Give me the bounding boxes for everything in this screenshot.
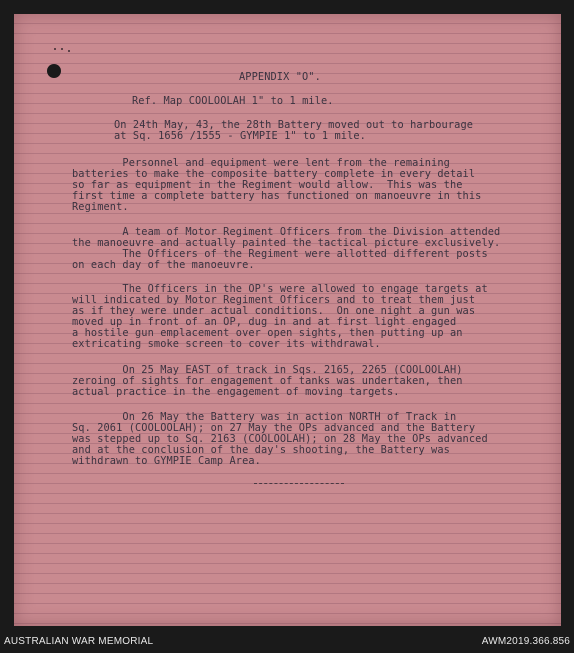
pin-mark xyxy=(54,48,56,50)
pin-mark xyxy=(61,48,63,50)
paragraph-25-may: On 25 May EAST of track in Sqs. 2165, 2265 (COOLOOLAH) zeroing of sights for engagement of tanks was undertaken, then actual practice in the engagement of moving targets. xyxy=(72,364,463,398)
end-rule xyxy=(254,483,344,484)
paragraph-op-officers: The Officers in the OP's were allowed to engage targets at will indicated by Motor Regiment Officers and to treat them just as if they were under actual conditions. On one night a gun was moved up in front of an OP, dug in and at first light engaged a hostile gun emplacement over open sights, then putting up an extricating smoke screen to cover its withdrawal. xyxy=(72,283,488,350)
paragraph-motor-officers: A team of Motor Regiment Officers from the Division attended the manoeuvre and actually painted the tactical picture exclusively. The Officers of the Regiment were allotted different posts on each day of the manoeuvre. xyxy=(72,226,501,271)
map-reference: Ref. Map COOLOOLAH 1" to 1 mile. xyxy=(132,95,334,107)
document-page xyxy=(14,14,561,626)
paragraph-move-out: On 24th May, 43, the 28th Battery moved out to harbourage at Sq. 1656 /1555 - GYMPIE 1" to 1 mile. xyxy=(114,119,474,142)
appendix-heading: APPENDIX "O". xyxy=(239,71,321,83)
footer-institution: AUSTRALIAN WAR MEMORIAL xyxy=(4,636,154,647)
paragraph-personnel: Personnel and equipment were lent from the remaining batteries to make the composite battery complete in every detail so far as equipment in the Regiment would allow. This was the first time a complete battery has functioned on manoeuvre in this Regiment. xyxy=(72,157,482,213)
paragraph-26-may: On 26 May the Battery was in action NORTH of Track in Sq. 2061 (COOLOOLAH); on 27 May the OPs advanced and the Battery was stepped up to Sq. 2163 (COOLOOLAH); on 28 May the OPs advanced and at the conclusion of the day's shooting, the Battery was withdrawn to GYMPIE Camp Area. xyxy=(72,411,488,467)
pin-mark xyxy=(68,50,70,52)
footer-accession-number: AWM2019.366.856 xyxy=(481,636,570,647)
punch-hole xyxy=(47,64,61,78)
